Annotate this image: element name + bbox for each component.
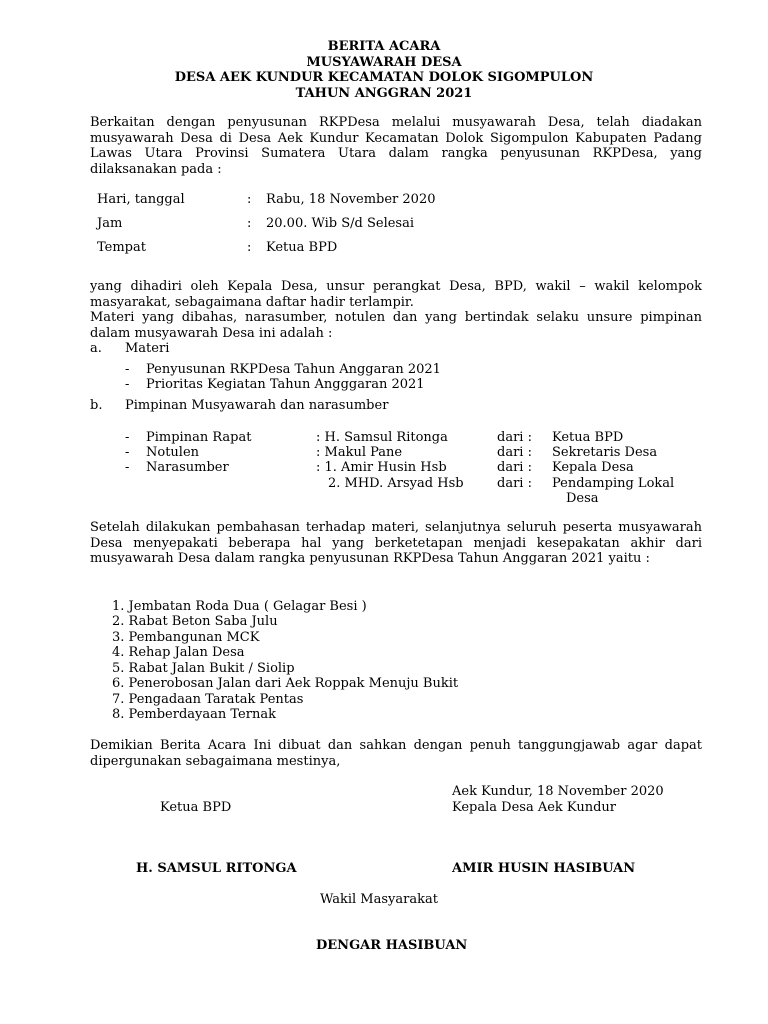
signature-left-title: Ketua BPD xyxy=(160,800,232,815)
participant-name: 2. MHD. Arsyad Hsb xyxy=(328,476,464,491)
participant-dari: dari : xyxy=(497,445,532,460)
list-item: 1. Jembatan Roda Dua ( Gelagar Besi ) xyxy=(112,599,367,614)
materi-item: Penyusunan RKPDesa Tahun Anggaran 2021 xyxy=(146,362,441,377)
signature-center-title: Wakil Masyarakat xyxy=(320,892,438,907)
section-b-marker: b. xyxy=(90,398,103,413)
list-dash: - xyxy=(125,460,130,475)
signature-left-name: H. SAMSUL RITONGA xyxy=(136,861,297,876)
list-dash: - xyxy=(125,430,130,445)
participant-name: : 1. Amir Husin Hsb xyxy=(316,460,447,475)
list-item: 7. Pengadaan Taratak Pentas xyxy=(112,692,304,707)
section-b-title: Pimpinan Musyawarah dan narasumber xyxy=(125,398,389,413)
participant-role: Narasumber xyxy=(146,460,229,475)
materi-item: Prioritas Kegiatan Tahun Angggaran 2021 xyxy=(146,377,425,392)
list-item: 5. Rabat Jalan Bukit / Siolip xyxy=(112,661,295,676)
participant-name: : Makul Pane xyxy=(316,445,403,460)
participant-position: Pendamping Lokal xyxy=(552,476,675,491)
intro-paragraph: Berkaitan dengan penyusunan RKPDesa melalui musyawarah Desa, telah diadakan musyawarah Desa di Desa Aek Kundur Kecamatan Dolok Sigompulon Kabupaten Padang Lawas Utara Provinsi Sumatera Utara dalam rangka penyusunan RKPDesa, yang dilaksanakan pada : xyxy=(90,115,702,177)
participant-role: Pimpinan Rapat xyxy=(146,430,252,445)
schedule-value-day: Rabu, 18 November 2020 xyxy=(266,192,436,207)
participant-dari: dari : xyxy=(497,430,532,445)
participant-name: : H. Samsul Ritonga xyxy=(316,430,448,445)
schedule-sep: : xyxy=(247,192,252,207)
schedule-sep: : xyxy=(247,240,252,255)
signature-right-title: Kepala Desa Aek Kundur xyxy=(452,800,617,815)
place-date: Aek Kundur, 18 November 2020 xyxy=(452,784,664,799)
section-a-marker: a. xyxy=(90,341,102,356)
schedule-label-time: Jam xyxy=(97,216,123,231)
list-item: 6. Penerobosan Jalan dari Aek Roppak Menuju Bukit xyxy=(112,676,459,691)
schedule-label-day: Hari, tanggal xyxy=(97,192,185,207)
list-dash: - xyxy=(125,445,130,460)
participant-role: Notulen xyxy=(146,445,200,460)
schedule-value-time: 20.00. Wib S/d Selesai xyxy=(266,216,414,231)
participant-position: Ketua BPD xyxy=(552,430,624,445)
list-dash: - xyxy=(125,377,130,392)
materi-intro-paragraph: Materi yang dibahas, narasumber, notulen dan yang bertindak selaku unsure pimpinan dalam musyawarah Desa ini adalah : xyxy=(90,310,702,341)
schedule-value-place: Ketua BPD xyxy=(266,240,338,255)
list-dash: - xyxy=(125,362,130,377)
signature-right-name: AMIR HUSIN HASIBUAN xyxy=(452,861,636,876)
list-item: 4. Rehap Jalan Desa xyxy=(112,645,245,660)
participant-position: Kepala Desa xyxy=(552,460,634,475)
list-item: 2. Rabat Beton Saba Julu xyxy=(112,614,278,629)
schedule-label-place: Tempat xyxy=(97,240,146,255)
participant-dari: dari : xyxy=(497,460,532,475)
list-item: 8. Pemberdayaan Ternak xyxy=(112,707,276,722)
participant-dari: dari : xyxy=(497,476,532,491)
list-item: 3. Pembangunan MCK xyxy=(112,630,260,645)
doc-subtitle: MUSYAWARAH DESA xyxy=(306,55,462,70)
closing-paragraph: Demikian Berita Acara Ini dibuat dan sahkan dengan penuh tanggungjawab agar dapat dipergunakan sebagaimana mestinya, xyxy=(90,738,702,769)
attendance-paragraph: yang dihadiri oleh Kepala Desa, unsur perangkat Desa, BPD, wakil – wakil kelompok masyarakat, sebagaimana daftar hadir terlampir. xyxy=(90,279,702,310)
signature-center-name: DENGAR HASIBUAN xyxy=(316,938,468,953)
section-a-title: Materi xyxy=(125,341,170,356)
doc-year-line: TAHUN ANGGRAN 2021 xyxy=(295,86,473,101)
schedule-sep: : xyxy=(247,216,252,231)
doc-title: BERITA ACARA xyxy=(327,39,441,54)
doc-village-line: DESA AEK KUNDUR KECAMATAN DOLOK SIGOMPULON xyxy=(174,70,594,85)
participant-position: Sekretaris Desa xyxy=(552,445,658,460)
conclusion-paragraph: Setelah dilakukan pembahasan terhadap materi, selanjutnya seluruh peserta musyawarah Desa menyepakati beberapa hal yang berketetapan menjadi kesepakatan akhir dari musyawarah Desa dalam rangka penyusunan RKPDesa Tahun Anggaran 2021 yaitu : xyxy=(90,520,702,567)
participant-position-cont: Desa xyxy=(566,491,599,506)
